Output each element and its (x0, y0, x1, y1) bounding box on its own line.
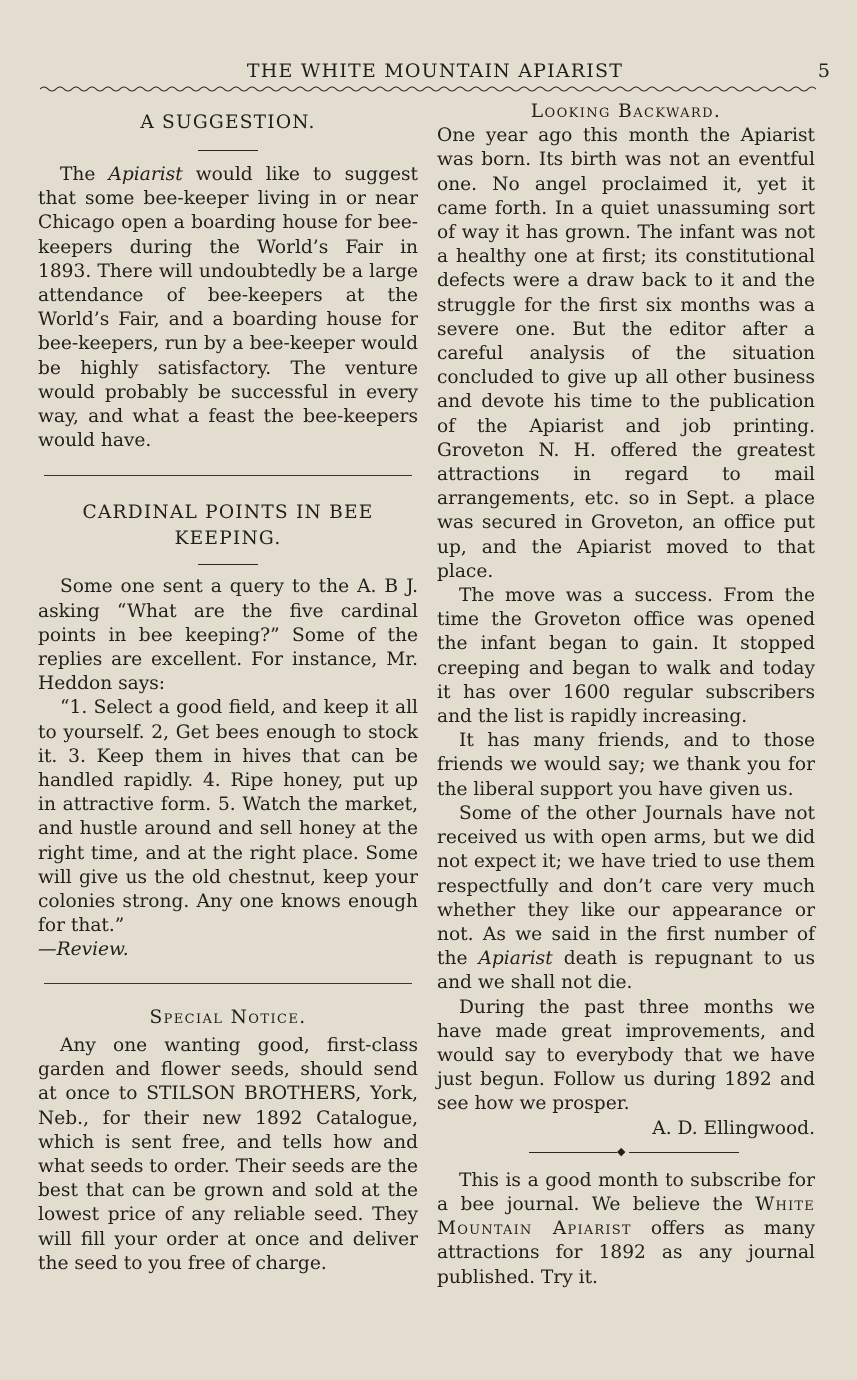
notice-body: Any one wanting good, first-class garden and flower seeds, should send at once to STILSON BROTHERS, York, Neb., for their new 1892 Catalogue, which is sent free, and tells how and what seeds to order. Their seeds are the best that can be grown and sold at the lowest price of any reliable seed. They will fill your order at once and deliver the seed to you free of charge. (38, 1034, 418, 1274)
page-number: 5 (817, 60, 830, 82)
wavy-rule (40, 84, 816, 94)
short-rule (198, 150, 258, 151)
section-divider (44, 475, 412, 476)
cardinal-quote: “1. Select a good field, and keep it all to yourself. 2, Get bees enough to stock it. 3. Keep them in hives that can be handled rapidly. 4. Ripe honey, put up in attractive form. 5. Watch the market, and hustle around and sell honey at the right time, and at the right place. Some will give us the old chestnut, keep your colonies strong. Any one knows enough for that.” (38, 697, 418, 937)
ornament-line-right (629, 1152, 739, 1153)
cardinal-source (38, 938, 418, 962)
subscribe-before: This is a good month to subscribe for a bee journal. We believe the (437, 1169, 815, 1215)
cardinal-intro: Some one sent a query to the A. B J. asking “What are the five cardinal points in bee keeping?” Some of the replies are excellent. For instance, Mr. Heddon says: (38, 576, 418, 695)
looking-backward-p2: The move was a success. From the time the Groveton office was opened the infant began to gain. It stopped creeping and began to walk and today it has over 1600 regular subscribers and the list is rapidly increasing. (437, 585, 815, 728)
looking-backward-p5: During the past three months we have made great improvements, and would say to everybody that we have just begun. Follow us during 1892 and see how we prosper. (437, 996, 815, 1115)
p4-after: death is repugnant to us and we shall not die. (437, 948, 815, 994)
diamond-ornament-icon: ◆ (617, 1144, 626, 1158)
looking-backward-heading: Looking Backward. (530, 101, 722, 122)
suggestion-body (38, 163, 418, 453)
journal-title: THE WHITE MOUNTAIN APIARIST (246, 60, 624, 82)
running-head (40, 58, 830, 84)
suggestion-heading: A SUGGESTION. (140, 112, 316, 133)
signature: A. D. Ellingwood. (652, 1117, 815, 1139)
short-rule (198, 564, 258, 565)
subscribe-paragraph (437, 1169, 815, 1290)
right-column (437, 100, 815, 1290)
subscribe-after: offers as many attractions for 1892 as any journal published. Try it. (437, 1218, 815, 1288)
section-divider (44, 983, 412, 984)
notice-heading: Special Notice. (149, 1006, 307, 1028)
p4-before: Some of the other Journals have not received us with open arms, but we did not expect it; we have tried to use them respectfully and don’t care very much whether they like our appearance or not. As we said in the first number of the (437, 802, 815, 970)
suggestion-text: would like to suggest that some bee-keeper living in or near Chicago open a boarding house for bee-keepers during the World’s Fair in 1893. There will undoubtedly be a large attendance of bee-keepers at the World’s Fair, and a boarding house for bee-keepers, run by a bee-keeper would be highly satisfactory. The venture would probably be successful in every way, and what a feast the bee-keepers would have. (38, 164, 419, 452)
ornament-line-left (529, 1152, 617, 1153)
suggestion-lead: The (60, 164, 109, 185)
ornament-divider (437, 1145, 815, 1159)
cardinal-heading-1: CARDINAL POINTS IN BEE (82, 502, 374, 524)
left-column (38, 100, 418, 1276)
apiarist-italic: Apiarist (478, 948, 553, 970)
cardinal-heading-2: KEEPING. (174, 528, 282, 550)
source-italic: —Review. (38, 939, 129, 961)
looking-backward-p1: One year ago this month the Apiarist was born. Its birth was not an eventful one. No angel proclaimed it, yet it came forth. In a quiet unassuming sort of way it has grown. The infant was not a healthy one at first; its constitutional defects were a draw back to it and the struggle for the first six months was a severe one. But the editor after a careful analysis of the situation concluded to give up all other business and devote his time to the publication of the Apiarist and job printing. Groveton N. H. offered the greatest attractions in regard to mail arrangements, etc. so in Sept. a place was secured in Groveton, an office put up, and the Apiarist moved to that place. (437, 125, 815, 582)
journal-name: White Mountain Apiarist (437, 1193, 815, 1240)
looking-backward-p4 (437, 802, 815, 996)
looking-backward-p3: It has many friends, and to those friends we would say; we thank you for the liberal support you have given us. (437, 730, 815, 800)
apiarist-italic: Apiarist (108, 164, 183, 185)
